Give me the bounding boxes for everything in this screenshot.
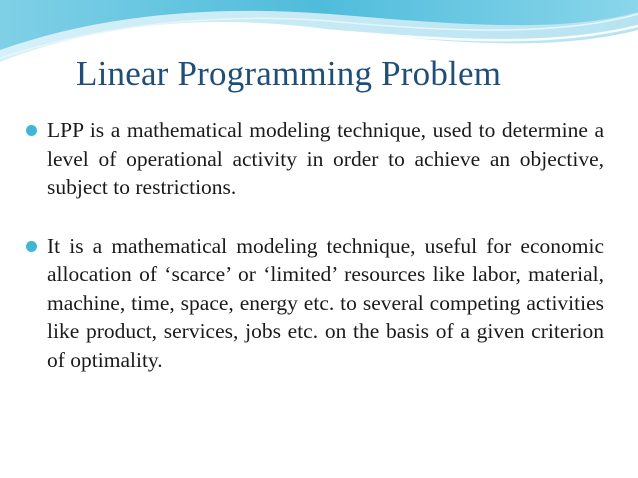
bullet-item bbox=[26, 232, 604, 375]
bullet-item bbox=[26, 116, 604, 202]
bullet-list bbox=[26, 116, 604, 374]
slide-title: Linear Programming Problem bbox=[76, 54, 502, 93]
bullet-dot-icon bbox=[26, 125, 37, 136]
bullet-text: It is a mathematical modeling technique, useful for economic allocation of ‘scarce’ or ‘limited’ resources like labor, material, machine, time, space, energy etc. to several competing activities like product, services, jobs etc. on the basis of a given criterion of optimality. bbox=[47, 233, 604, 372]
bullet-dot-icon bbox=[26, 241, 37, 252]
bullet-text: LPP is a mathematical modeling technique, used to determine a level of operational activity in order to achieve an objective, subject to restrictions. bbox=[47, 118, 604, 199]
